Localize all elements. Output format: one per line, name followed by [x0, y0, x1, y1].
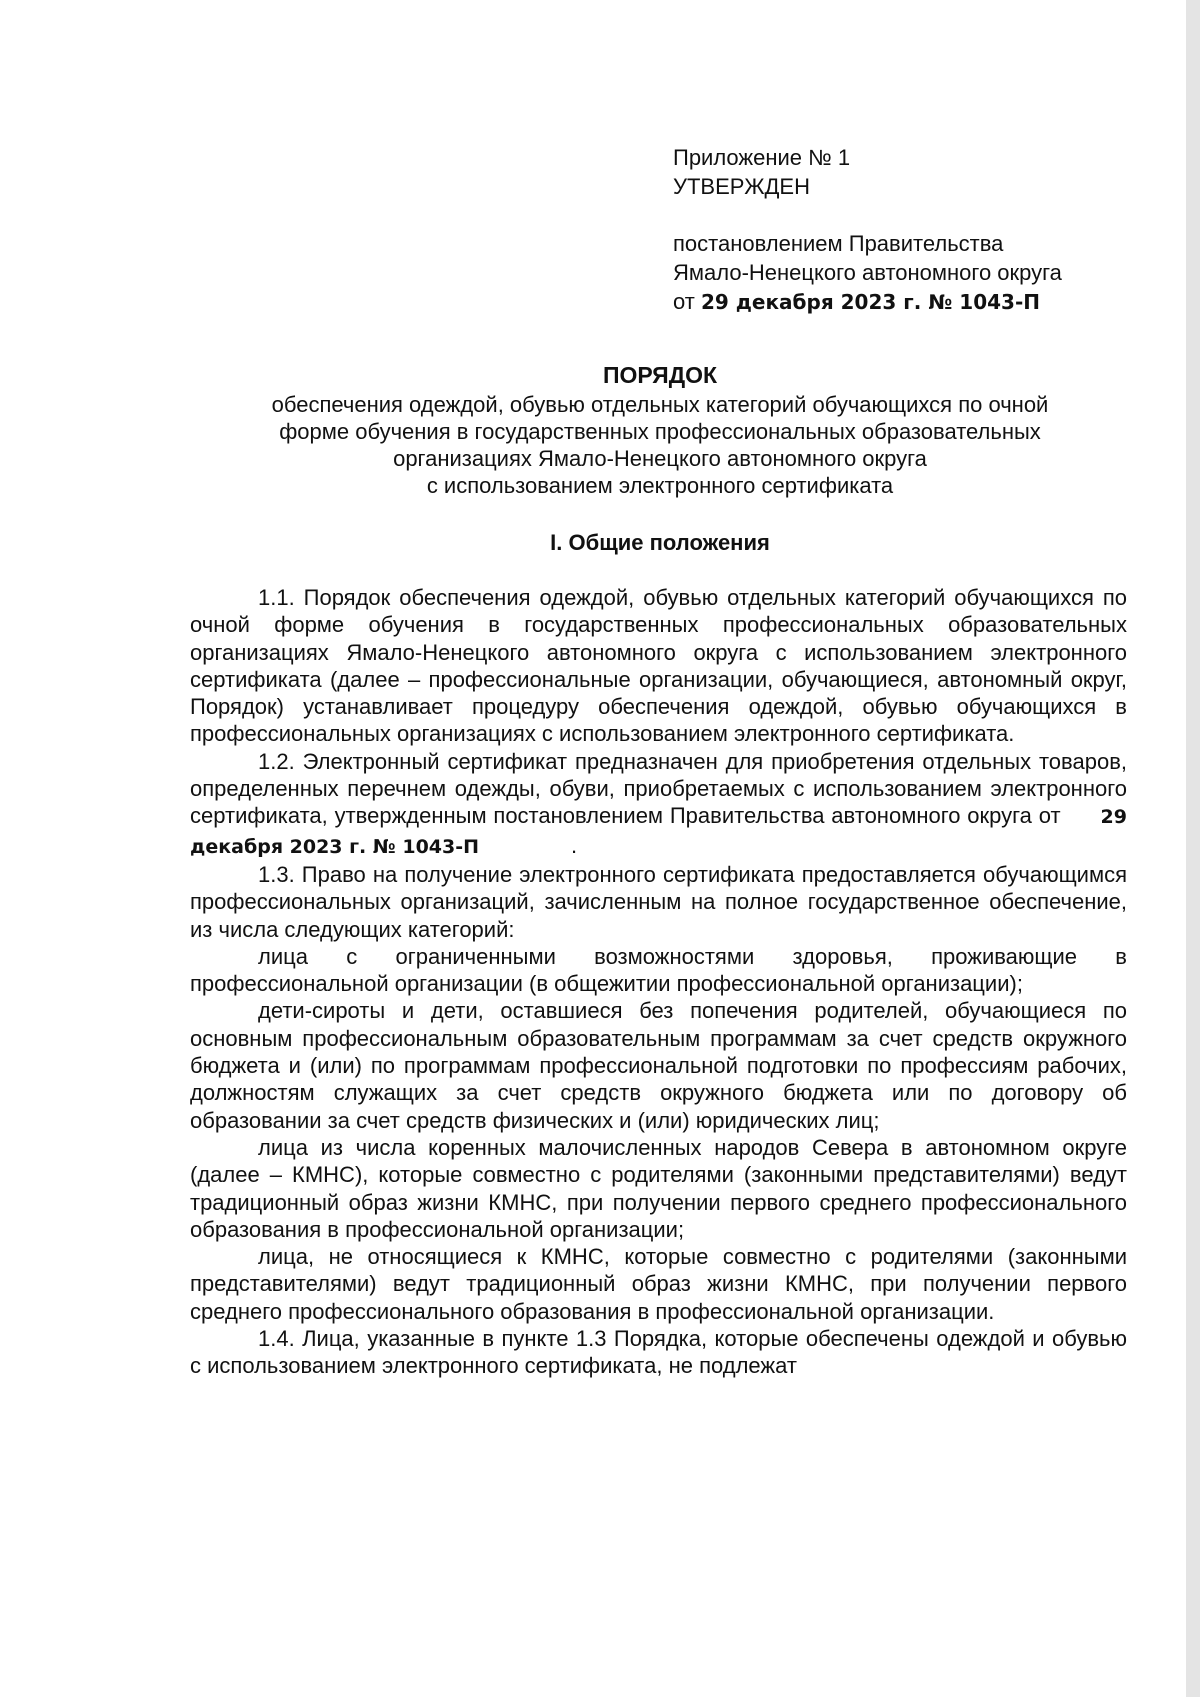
- category-item: дети-сироты и дети, оставшиеся без попечения родителей, обучающиеся по основным профессиональным образовательным программам за счет средств окружного бюджета и (или) по программам профессиональной подготовки по профессиям рабочих, должностям служащих за счет средств окружного бюджета или по договору об образовании за счет средств физических и (или) юридических лиц;: [190, 998, 1127, 1133]
- document-title-block: [190, 362, 1130, 499]
- category-item: лица с ограниченными возможностями здоровья, проживающие в профессиональной организации (в общежитии профессиональной организации);: [190, 943, 1127, 997]
- document-body: [190, 584, 1127, 1380]
- resolution-date: 29 декабря 2023 г. № 1043-П: [700, 290, 1040, 314]
- paragraph-1-2-date: 29 декабря 2023 г. № 1043-П: [190, 806, 1127, 858]
- section-heading: I. Общие положения: [550, 530, 770, 555]
- appendix-number: Приложение № 1: [673, 145, 851, 170]
- paragraph-1-4: 1.4. Лица, указанные в пункте 1.3 Порядка, которые обеспечены одеждой и обувью с использованием электронного сертификата, не подлежат: [190, 1326, 1127, 1379]
- paragraph-1-2-text: 1.2. Электронный сертификат предназначен для приобретения отдельных товаров, определенных перечнем одежды, обуви, приобретаемых с использованием электронного сертификата, утвержденным постановлением Правительства автономного округа от: [190, 748, 1127, 829]
- paragraph-1-2-end: .: [571, 832, 578, 858]
- title-line-1: обеспечения одеждой, обувью отдельных категорий обучающихся по очной: [271, 392, 1049, 417]
- government-line: Ямало-Ненецкого автономного округа: [673, 260, 1062, 285]
- title-line-3: организациях Ямало-Ненецкого автономного округа: [393, 446, 927, 471]
- document-title: ПОРЯДОК: [602, 362, 718, 388]
- paragraph-1-3: 1.3. Право на получение электронного сертификата предоставляется обучающимся профессиональных организаций, зачисленным на полное государственное обеспечение, из числа следующих категорий:: [190, 861, 1127, 942]
- approved-label: УТВЕРЖДЕН: [673, 174, 810, 199]
- resolution-line: постановлением Правительства: [673, 231, 1004, 256]
- title-line-2: форме обучения в государственных профессиональных образовательных: [279, 419, 1041, 444]
- approval-block: [673, 143, 1062, 317]
- category-item: лица из числа коренных малочисленных народов Севера в автономном округе (далее – КМНС), которые совместно с родителями (законными представителями) ведут традиционный образ жизни КМНС, при получении первого среднего профессионального образования в профессиональной организации;: [190, 1134, 1127, 1242]
- date-prefix: от: [673, 289, 695, 314]
- category-item: лица, не относящиеся к КМНС, которые совместно с родителями (законными представителями) ведут традиционный образ жизни КМНС, при получении первого среднего профессионального образования в профессиональной организации.: [190, 1244, 1127, 1324]
- paragraph-1-2: [190, 748, 1127, 861]
- title-line-4: с использованием электронного сертификата: [426, 473, 894, 498]
- page-edge-strip: [1186, 0, 1200, 1697]
- approval-gap: [673, 201, 1062, 229]
- resolution-date-line: [673, 287, 1062, 317]
- paragraph-1-1: 1.1. Порядок обеспечения одеждой, обувью отдельных категорий обучающихся по очной форме обучения в государственных профессиональных образовательных организациях Ямало-Ненецкого автономного округа с использованием электронного сертификата (далее – профессиональные организации, обучающиеся, автономный округ, Порядок) устанавливает процедуру обеспечения одеждой, обувью обучающихся в профессиональных организациях с использованием электронного сертификата.: [190, 585, 1127, 747]
